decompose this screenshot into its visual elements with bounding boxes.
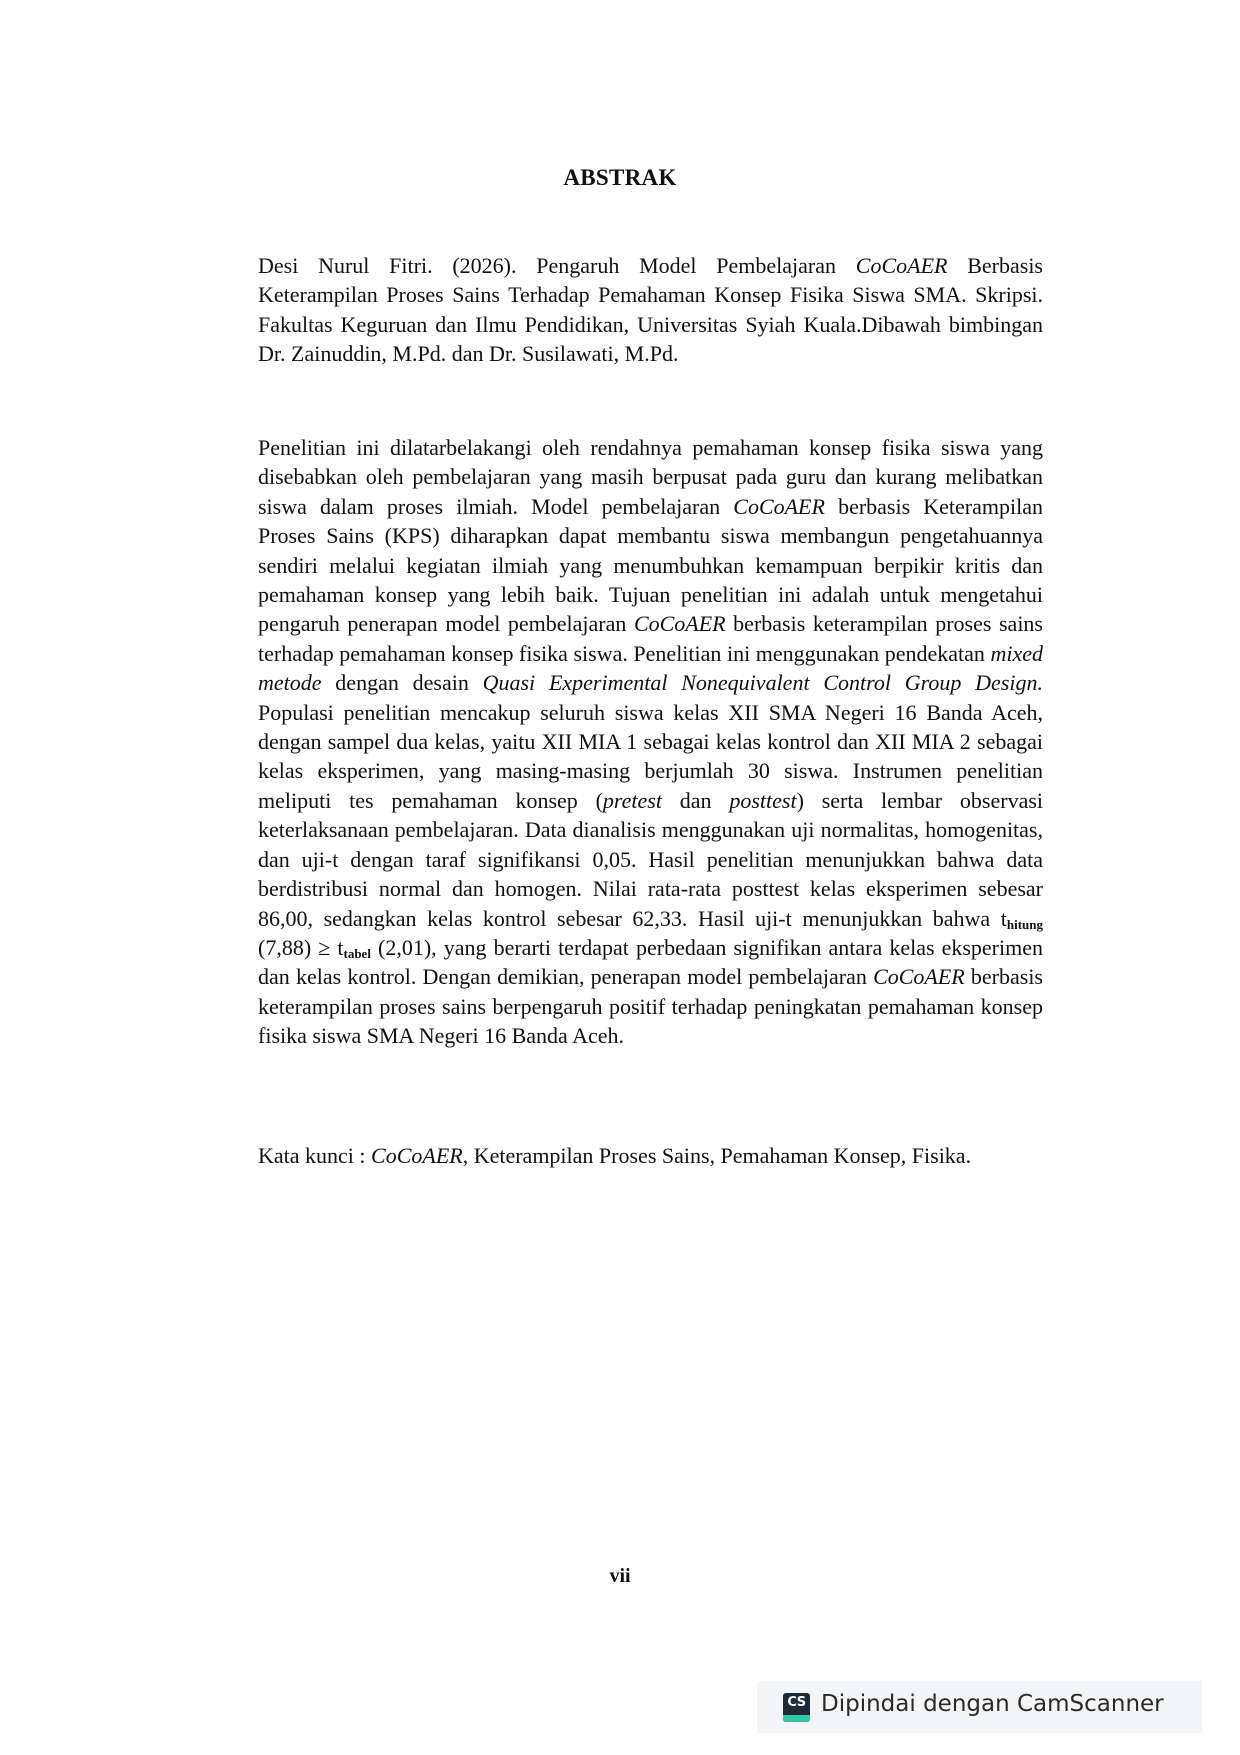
abstract-italic-term: Quasi Experimental Nonequivalent Control Group Design. <box>482 670 1043 696</box>
watermark-text: Dipindai dengan CamScanner <box>821 1691 1164 1717</box>
abstract-text: Populasi penelitian mencakup seluruh siswa kelas XII SMA Negeri 16 Banda Aceh, dengan sampel dua kelas, yaitu XII MIA 1 sebagai kelas kontrol dan XII MIA 2 sebagai kelas eksperimen, yang masing-masing berjumlah 30 siswa. Instrumen penelitian meliputi tes pemahaman konsep ( <box>258 699 1043 813</box>
citation-author-title: Desi Nurul Fitri. (2026). Pengaruh Model Pembelajaran <box>258 253 856 278</box>
camscanner-watermark <box>757 1681 1202 1733</box>
subscript-hitung: hitung <box>1006 916 1043 932</box>
page-number: vii <box>609 1565 631 1587</box>
abstract-italic-term: CoCoAER <box>733 493 825 519</box>
subscript-tabel: tabel <box>343 945 371 961</box>
citation-model-name: CoCoAER <box>855 253 948 278</box>
abstract-italic-term: mixed metode <box>258 640 1043 696</box>
abstract-text: dan <box>661 787 730 813</box>
abstract-text: dengan desain <box>321 670 483 696</box>
abstract-text: ) serta lembar observasi keterlaksanaan pembelajaran. Data dianalisis menggunakan uji normalitas, homogenitas, dan uji-t dengan taraf signifikansi 0,05. Hasil penelitian menunjukkan bahwa data berdistribusi normal dan homogen. Nilai rata-rata posttest kelas eksperimen sebesar 86,00, sedangkan kelas kontrol sebesar 62,33. Hasil uji-t menunjukkan bahwa t <box>258 787 1044 931</box>
keyword-first: CoCoAER <box>371 1143 463 1168</box>
abstract-italic-term: CoCoAER <box>633 611 726 637</box>
citation <box>258 251 1043 369</box>
abstract-text: Penelitian ini dilatarbelakangi oleh rendahnya pemahaman konsep fisika siswa yang disebabkan oleh pembelajaran yang masih berpusat pada guru dan kurang melibatkan siswa dalam proses ilmiah. Model pembelajaran <box>258 435 1043 519</box>
abstract-text: berbasis keterampilan proses sains berpengaruh positif terhadap peningkatan pemahaman konsep fisika siswa SMA Negeri 16 Banda Aceh. <box>258 964 1043 1049</box>
keywords <box>258 1141 1043 1170</box>
abstract-italic-term: CoCoAER <box>873 964 965 990</box>
camscanner-logo-strip <box>783 1715 810 1722</box>
keywords-list: , Keterampilan Proses Sains, Pemahaman Konsep, Fisika. <box>462 1143 972 1168</box>
abstract-text: (7,88) ≥ t <box>258 934 344 960</box>
abstract-text: berbasis keterampilan proses sains terhadap pemahaman konsep fisika siswa. Penelitian ini menggunakan pendekatan <box>258 611 1043 666</box>
camscanner-logo-icon <box>783 1693 810 1722</box>
abstract-text: berbasis Keterampilan Proses Sains (KPS) diharapkan dapat membantu siswa membangun pengetahuannya sendiri melalui kegiatan ilmiah yang menumbuhkan kemampuan berpikir kritis dan pemahaman konsep yang lebih baik. Tujuan penelitian ini adalah untuk mengetahui pengaruh penerapan model pembelajaran <box>258 493 1044 637</box>
abstract-text: (2,01), yang berarti terdapat perbedaan signifikan antara kelas eksperimen dan kelas kontrol. Dengan demikian, penerapan model pembelajaran <box>258 934 1044 990</box>
abstract-body <box>258 433 1043 1051</box>
abstract-italic-term: posttest <box>729 787 797 813</box>
keywords-label: Kata kunci : <box>258 1143 372 1168</box>
page-title: ABSTRAK <box>563 165 677 190</box>
citation-details: Berbasis Keterampilan Proses Sains Terhadap Pemahaman Konsep Fisika Siswa SMA. Skripsi. Fakultas Keguruan dan Ilmu Pendidikan, Universitas Syiah Kuala.Dibawah bimbingan Dr. Zainuddin, M.Pd. dan Dr. Susilawati, M.Pd. <box>258 253 1043 367</box>
abstract-italic-term: pretest <box>602 787 662 813</box>
camscanner-logo-letters: CS <box>787 1695 806 1710</box>
